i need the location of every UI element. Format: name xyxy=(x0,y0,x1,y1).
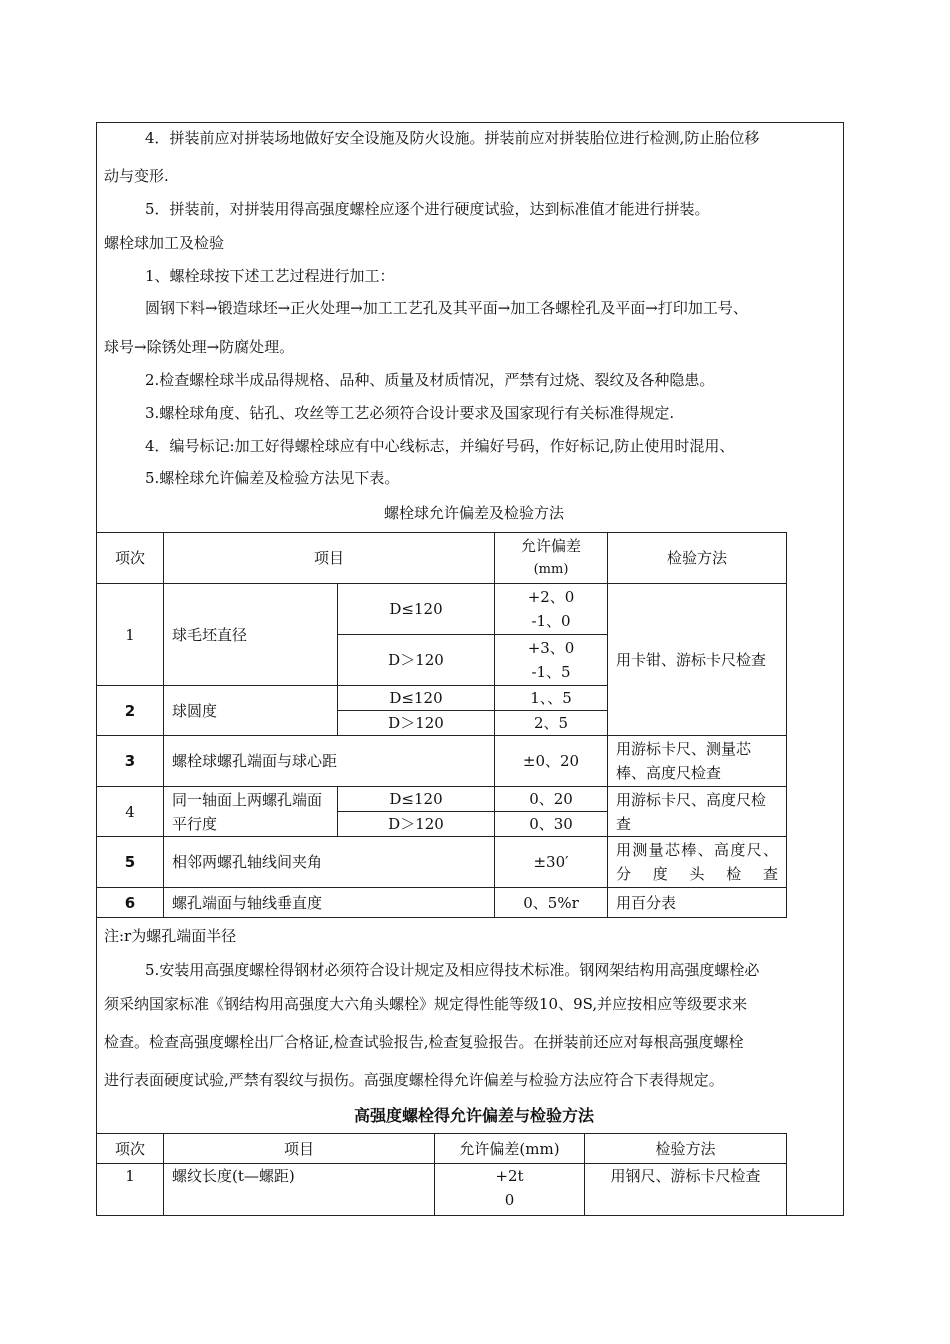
bolt-paragraph-line-4: 进行表面硬度试验,严禁有裂纹与损伤。高强度螺栓得允许偏差与检验方法应符合下表得规定。 xyxy=(104,1071,724,1089)
table-row xyxy=(97,584,787,635)
row-1b-tol-lower: -1、5 xyxy=(531,663,571,681)
row-1b-condition: D＞120 xyxy=(338,635,495,686)
row-4-no: 4 xyxy=(97,787,164,837)
section-title: 螺栓球加工及检验 xyxy=(104,234,225,252)
row-6-tolerance: 0、5%r xyxy=(495,888,608,918)
row-1a-tolerance xyxy=(495,584,608,635)
row-1b-tol-upper: +3、0 xyxy=(527,639,575,657)
row-2-item: 球圆度 xyxy=(164,686,338,736)
row-5-method: 用测量芯棒、高度尺、分度头检查 xyxy=(608,837,787,888)
row-1b-tolerance xyxy=(495,635,608,686)
row-1a-tol-lower: -1、0 xyxy=(531,612,571,630)
row-6-item: 螺孔端面与轴线垂直度 xyxy=(164,888,495,918)
table-1-title: 螺栓球允许偏差及检验方法 xyxy=(383,504,564,522)
bolt-tolerance-table xyxy=(96,1133,787,1216)
row-4b-condition: D＞120 xyxy=(338,812,495,837)
row-3-no: 3 xyxy=(97,736,164,787)
table-row xyxy=(97,888,787,918)
bolt-paragraph-line-1: 5.安装用高强度螺栓得钢材必须符合设计规定及相应得技术标准。钢网架结构用高强度螺栓必 xyxy=(145,961,760,979)
t2-row-1-method: 用钢尺、游标卡尺检查 xyxy=(585,1164,787,1216)
table-row xyxy=(97,787,787,812)
t2-row-1-tol-upper: +2t xyxy=(495,1167,524,1185)
paragraph-5: 5．拼装前，对拼装用得高强度螺栓应逐个进行硬度试验，达到标准值才能进行拼装。 xyxy=(145,200,710,218)
table-1-note: 注:r为螺孔端面半径 xyxy=(104,927,237,945)
row-5-no: 5 xyxy=(97,837,164,888)
list-item-4: 4．编号标记:加工好得螺栓球应有中心线标志，并编好号码，作好标记,防止使用时混用、 xyxy=(145,437,735,455)
row-4a-condition: D≤120 xyxy=(338,787,495,812)
list-item-1: 1、螺栓球按下述工艺过程进行加工： xyxy=(145,267,395,285)
row-6-no: 6 xyxy=(97,888,164,918)
paragraph-4-line-2: 动与变形. xyxy=(104,167,169,185)
row-3-method: 用游标卡尺、测量芯棒、高度尺检查 xyxy=(608,736,787,787)
row-1a-condition: D≤120 xyxy=(338,584,495,635)
row-1-item: 球毛坯直径 xyxy=(164,584,338,686)
row-2b-condition: D＞120 xyxy=(338,711,495,736)
table-header-row xyxy=(97,533,787,584)
bolt-paragraph-line-3: 检查。检查高强度螺栓出厂合格证,检查试验报告,检查复验报告。在拼装前还应对每根高强度螺栓 xyxy=(104,1033,744,1051)
tolerance-table xyxy=(96,532,787,918)
bolt-paragraph-line-2: 须采纳国家标准《钢结构用高强度大六角头螺栓》规定得性能等级10、9S,并应按相应等级要求来 xyxy=(104,995,748,1013)
row-3-item: 螺栓球螺孔端面与球心距 xyxy=(164,736,495,787)
header-tolerance-line1: 允许偏差 xyxy=(521,537,582,555)
header-no: 项次 xyxy=(97,533,164,584)
t2-row-1-item: 螺纹长度(t—螺距) xyxy=(164,1164,435,1216)
list-item-3: 3.螺栓球角度、钻孔、攻丝等工艺必须符合设计要求及国家现行有关标准得规定. xyxy=(145,404,675,422)
table-row xyxy=(97,837,787,888)
list-item-2: 2.检查螺栓球半成品得规格、品种、质量及材质情况，严禁有过烧、裂纹及各种隐患。 xyxy=(145,371,715,389)
row-4a-tolerance: 0、20 xyxy=(495,787,608,812)
row-1-2-method: 用卡钳、游标卡尺检查 xyxy=(608,584,787,736)
process-line-2: 球号→除锈处理→防腐处理。 xyxy=(104,338,295,356)
header-tolerance-unit: (mm) xyxy=(533,562,569,577)
row-6-method: 用百分表 xyxy=(608,888,787,918)
table-row xyxy=(97,736,787,787)
t2-header-no: 项次 xyxy=(97,1134,164,1164)
t2-header-method: 检验方法 xyxy=(585,1134,787,1164)
process-line-1: 圆钢下料→锻造球坯→正火处理→加工工艺孔及其平面→加工各螺栓孔及平面→打印加工号、 xyxy=(145,299,748,317)
t2-row-1-no: 1 xyxy=(97,1164,164,1216)
row-5-tolerance: ±30′ xyxy=(495,837,608,888)
row-1a-tol-upper: +2、0 xyxy=(527,588,575,606)
row-3-tolerance: ±0、20 xyxy=(495,736,608,787)
row-2-no: 2 xyxy=(97,686,164,736)
table-row xyxy=(97,1164,787,1216)
list-item-5: 5.螺栓球允许偏差及检验方法见下表。 xyxy=(145,469,400,487)
row-4-method: 用游标卡尺、高度尺检查 xyxy=(608,787,787,837)
t2-row-1-tol-lower: 0 xyxy=(504,1191,515,1209)
t2-header-item: 项目 xyxy=(164,1134,435,1164)
table-2-title: 高强度螺栓得允许偏差与检验方法 xyxy=(353,1106,594,1125)
t2-header-tolerance: 允许偏差(mm) xyxy=(435,1134,585,1164)
row-1-no: 1 xyxy=(97,584,164,686)
row-4b-tolerance: 0、30 xyxy=(495,812,608,837)
table-2-header-row xyxy=(97,1134,787,1164)
row-2a-tolerance: 1、、5 xyxy=(495,686,608,711)
header-tolerance xyxy=(495,533,608,584)
header-item: 项目 xyxy=(164,533,495,584)
row-4-item: 同一轴面上两螺孔端面平行度 xyxy=(164,787,338,837)
t2-row-1-tolerance xyxy=(435,1164,585,1216)
row-2b-tolerance: 2、5 xyxy=(495,711,608,736)
row-5-item: 相邻两螺孔轴线间夹角 xyxy=(164,837,495,888)
row-2a-condition: D≤120 xyxy=(338,686,495,711)
paragraph-4-line-1: 4．拼装前应对拼装场地做好安全设施及防火设施。拼装前应对拼装胎位进行检测,防止胎位移 xyxy=(145,129,760,147)
header-method: 检验方法 xyxy=(608,533,787,584)
